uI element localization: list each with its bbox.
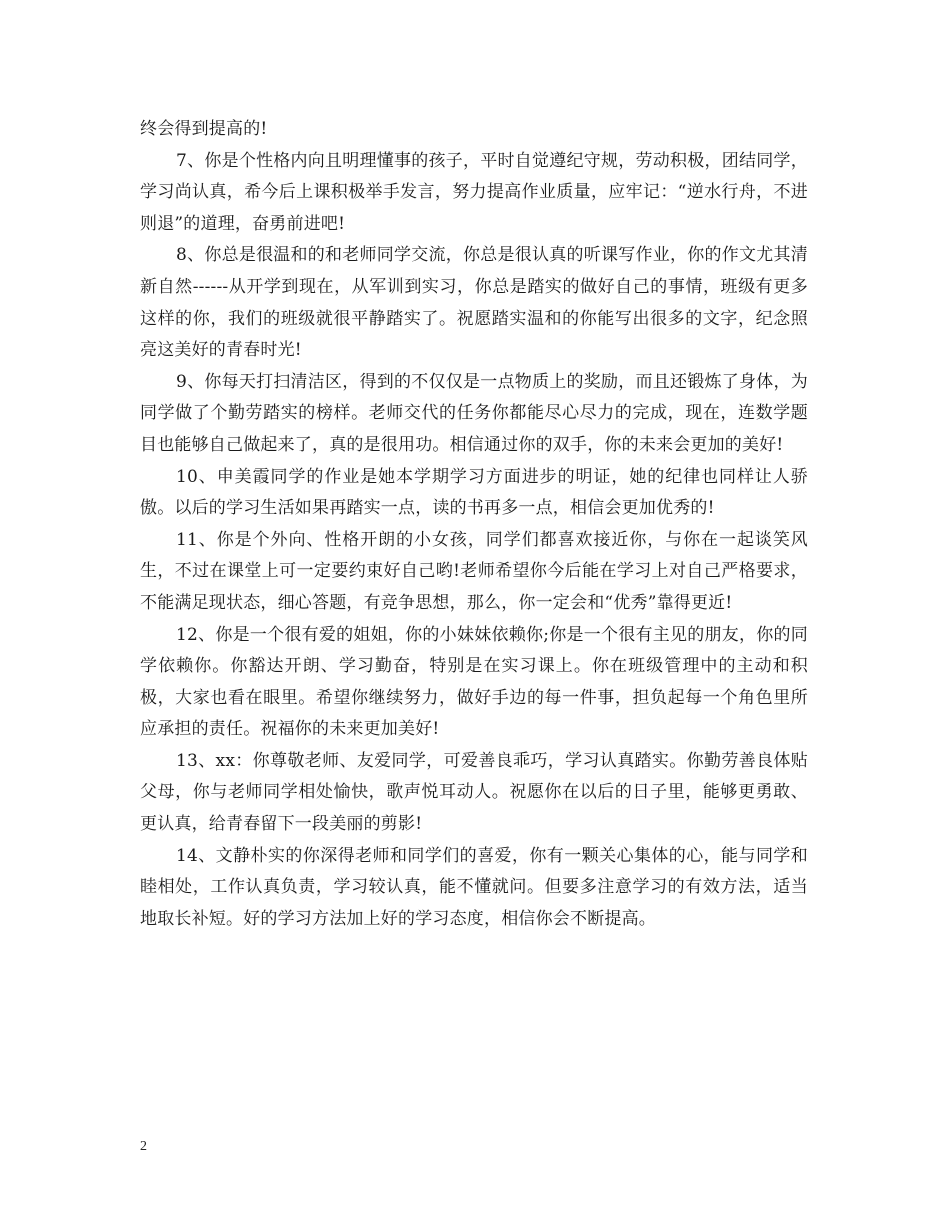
page-number: 2	[140, 1139, 147, 1154]
paragraph-comment-9: 9、你每天打扫清洁区，得到的不仅仅是一点物质上的奖励，而且还锻炼了身体，为同学做了个勤劳踏实的榜样。老师交代的任务你都能尽心尽力的完成，现在，连数学题目也能够自己做起来了，真的是很用功。相信通过你的双手，你的未来会更加的美好!	[140, 371, 808, 455]
paragraph-comment-10: 10、申美霞同学的作业是她本学期学习方面进步的明证，她的纪律也同样让人骄傲。以后的学习生活如果再踏实一点，读的书再多一点，相信会更加优秀的!	[140, 466, 808, 519]
document-body	[140, 114, 808, 935]
paragraph-comment-14: 14、文静朴实的你深得老师和同学们的喜爱，你有一颗关心集体的心，能与同学和睦相处，工作认真负责，学习较认真，能不懂就问。但要多注意学习的有效方法，适当地取长补短。好的学习方法加上好的学习态度，相信你会不断提高。	[140, 845, 808, 929]
paragraph-comment-7: 7、你是个性格内向且明理懂事的孩子，平时自觉遵纪守规，劳动积极，团结同学，学习尚认真，希今后上课积极举手发言，努力提高作业质量，应牢记：“逆水行舟，不进则退”的道理，奋勇前进吧!	[140, 150, 808, 234]
paragraph-comment-11: 11、你是个外向、性格开朗的小女孩，同学们都喜欢接近你，与你在一起谈笑风生，不过在课堂上可一定要约束好自己哟!老师希望你今后能在学习上对自己严格要求，不能满足现状态，细心答题，有竞争思想，那么，你一定会和“优秀”靠得更近!	[140, 529, 808, 613]
paragraph-continuation: 终会得到提高的!	[140, 119, 268, 139]
paragraph-comment-13: 13、xx：你尊敬老师、友爱同学，可爱善良乖巧，学习认真踏实。你勤劳善良体贴父母，你与老师同学相处愉快，歌声悦耳动人。祝愿你在以后的日子里，能够更勇敢、更认真，给青春留下一段美丽的剪影!	[140, 750, 808, 835]
paragraph-comment-12: 12、你是一个很有爱的姐姐，你的小妹妹依赖你;你是一个很有主见的朋友，你的同学依赖你。你豁达开朗、学习勤奋，特别是在实习课上。你在班级管理中的主动和积极，大家也看在眼里。希望你继续努力，做好手边的每一件事，担负起每一个角色里所应承担的责任。祝福你的未来更加美好!	[140, 624, 808, 740]
paragraph-comment-8: 8、你总是很温和的和老师同学交流，你总是很认真的听课写作业，你的作文尤其清新自然------从开学到现在，从军训到实习，你总是踏实的做好自己的事情，班级有更多这样的你，我们的班级就很平静踏实了。祝愿踏实温和的你能写出很多的文字，纪念照亮这美好的青春时光!	[140, 245, 808, 361]
